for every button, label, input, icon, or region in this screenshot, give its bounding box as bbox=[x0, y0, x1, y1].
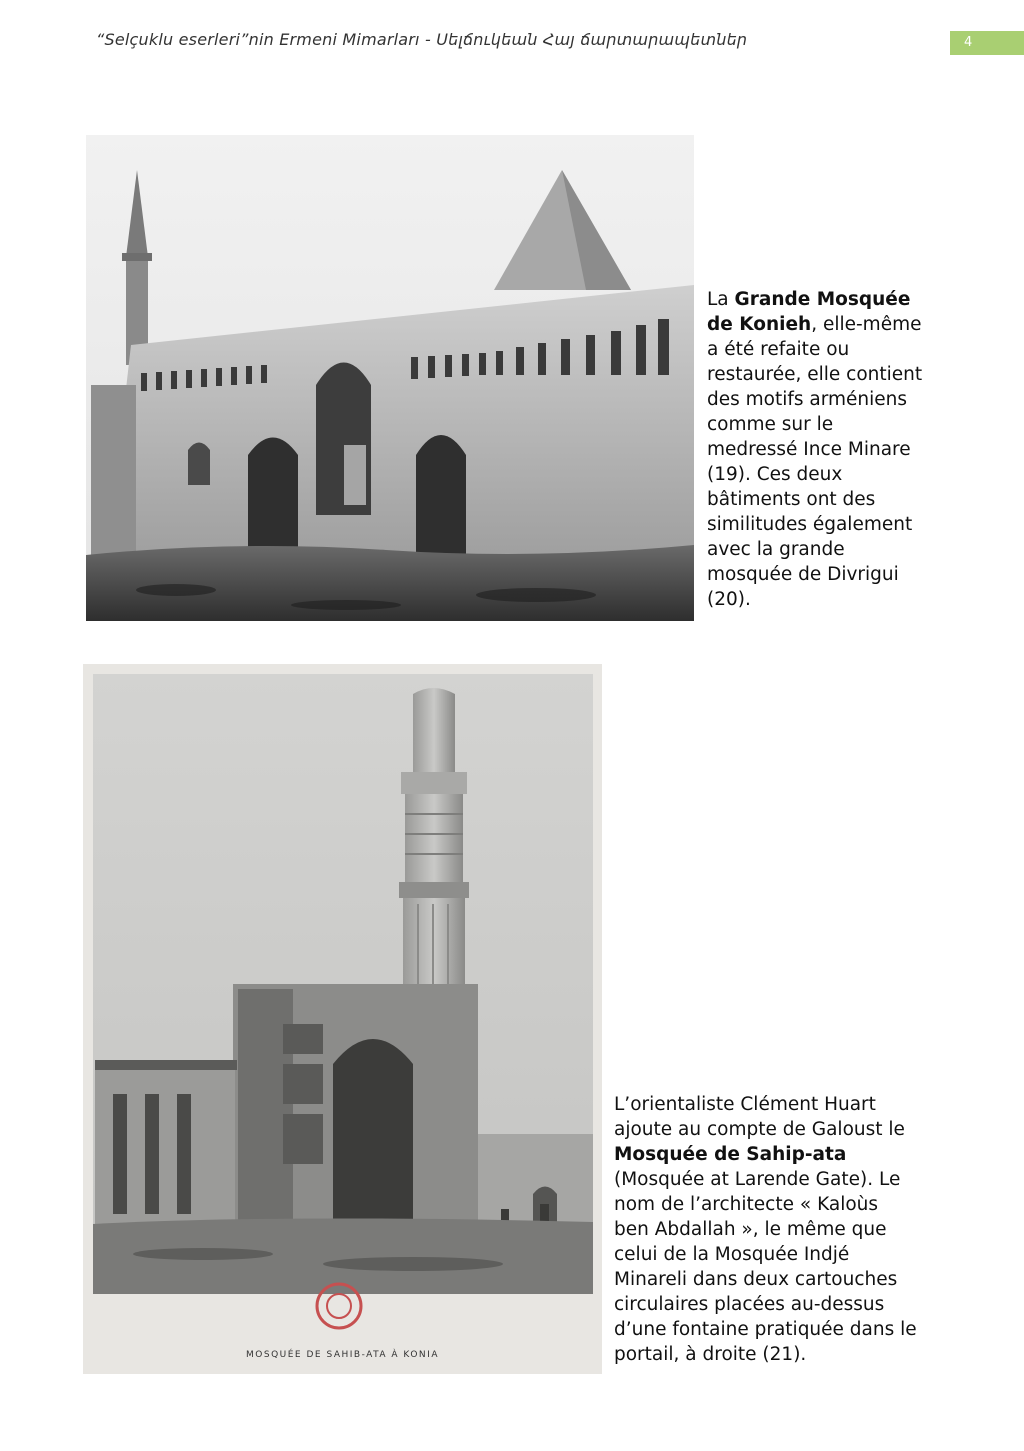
text-run: , elle-même bbox=[811, 314, 922, 335]
text-run: bâtiments ont des bbox=[707, 489, 876, 510]
text-line bbox=[707, 437, 969, 462]
photo-mosquee-sahib-ata bbox=[83, 664, 602, 1374]
text-run: (20). bbox=[707, 589, 751, 610]
text-run: (Mosquée at Larende Gate). Le bbox=[614, 1169, 901, 1190]
text-run: d’une fontaine pratiquée dans le bbox=[614, 1319, 917, 1340]
text-run: L’orientaliste Clément Huart bbox=[614, 1094, 876, 1115]
running-header-title: “Selçuklu eserleri”nin Ermeni Mimarları - Սելճուկեան Հայ ճարտարապետներ bbox=[96, 30, 748, 49]
text-line bbox=[707, 312, 969, 337]
text-line bbox=[614, 1267, 974, 1292]
photo-caption: MOSQUÉE DE SAHIB-ATA À KONIA bbox=[246, 1350, 439, 1360]
text-line bbox=[614, 1192, 974, 1217]
text-line bbox=[614, 1317, 974, 1342]
text-run: La bbox=[707, 289, 735, 310]
text-line bbox=[707, 512, 969, 537]
photo-grande-mosquee-konieh bbox=[86, 135, 694, 621]
text-run: mosquée de Divrigui bbox=[707, 564, 899, 585]
text-run: a été refaite ou bbox=[707, 339, 850, 360]
text-run: comme sur le bbox=[707, 414, 834, 435]
text-run: medressé Ince Minare bbox=[707, 439, 911, 460]
text-line bbox=[614, 1092, 974, 1117]
text-run: portail, à droite (21). bbox=[614, 1344, 807, 1365]
text-line bbox=[707, 537, 969, 562]
text-run: avec la grande bbox=[707, 539, 845, 560]
text-line bbox=[614, 1292, 974, 1317]
text-line bbox=[614, 1342, 974, 1367]
text-line bbox=[707, 462, 969, 487]
paragraph-grande-mosquee bbox=[707, 287, 969, 612]
text-run: nom de l’architecte « Kaloùs bbox=[614, 1194, 879, 1215]
text-line bbox=[707, 387, 969, 412]
text-run: similitudes également bbox=[707, 514, 913, 535]
text-run: Minareli dans deux cartouches bbox=[614, 1269, 898, 1290]
text-line bbox=[614, 1242, 974, 1267]
page-number-badge: 4 bbox=[950, 31, 1024, 55]
bold-text: Mosquée de Sahip-ata bbox=[614, 1144, 847, 1165]
text-line bbox=[707, 337, 969, 362]
text-line bbox=[707, 287, 969, 312]
text-run: ben Abdallah », le même que bbox=[614, 1219, 887, 1240]
text-line bbox=[707, 412, 969, 437]
text-line bbox=[707, 362, 969, 387]
bold-text: Grande Mosquée bbox=[734, 289, 911, 310]
text-line bbox=[614, 1142, 974, 1167]
text-line bbox=[707, 562, 969, 587]
text-run: des motifs arméniens bbox=[707, 389, 908, 410]
text-line bbox=[707, 487, 969, 512]
text-run: restaurée, elle contient bbox=[707, 364, 923, 385]
text-run: ajoute au compte de Galoust le bbox=[614, 1119, 905, 1140]
text-run: circulaires placées au-dessus bbox=[614, 1294, 885, 1315]
text-line bbox=[614, 1217, 974, 1242]
paragraph-sahip-ata bbox=[614, 1092, 974, 1367]
bold-text: de Konieh bbox=[707, 314, 812, 335]
text-line bbox=[707, 587, 969, 612]
text-run: celui de la Mosquée Indjé bbox=[614, 1244, 850, 1265]
text-line bbox=[614, 1167, 974, 1192]
text-line bbox=[614, 1117, 974, 1142]
text-run: (19). Ces deux bbox=[707, 464, 843, 485]
